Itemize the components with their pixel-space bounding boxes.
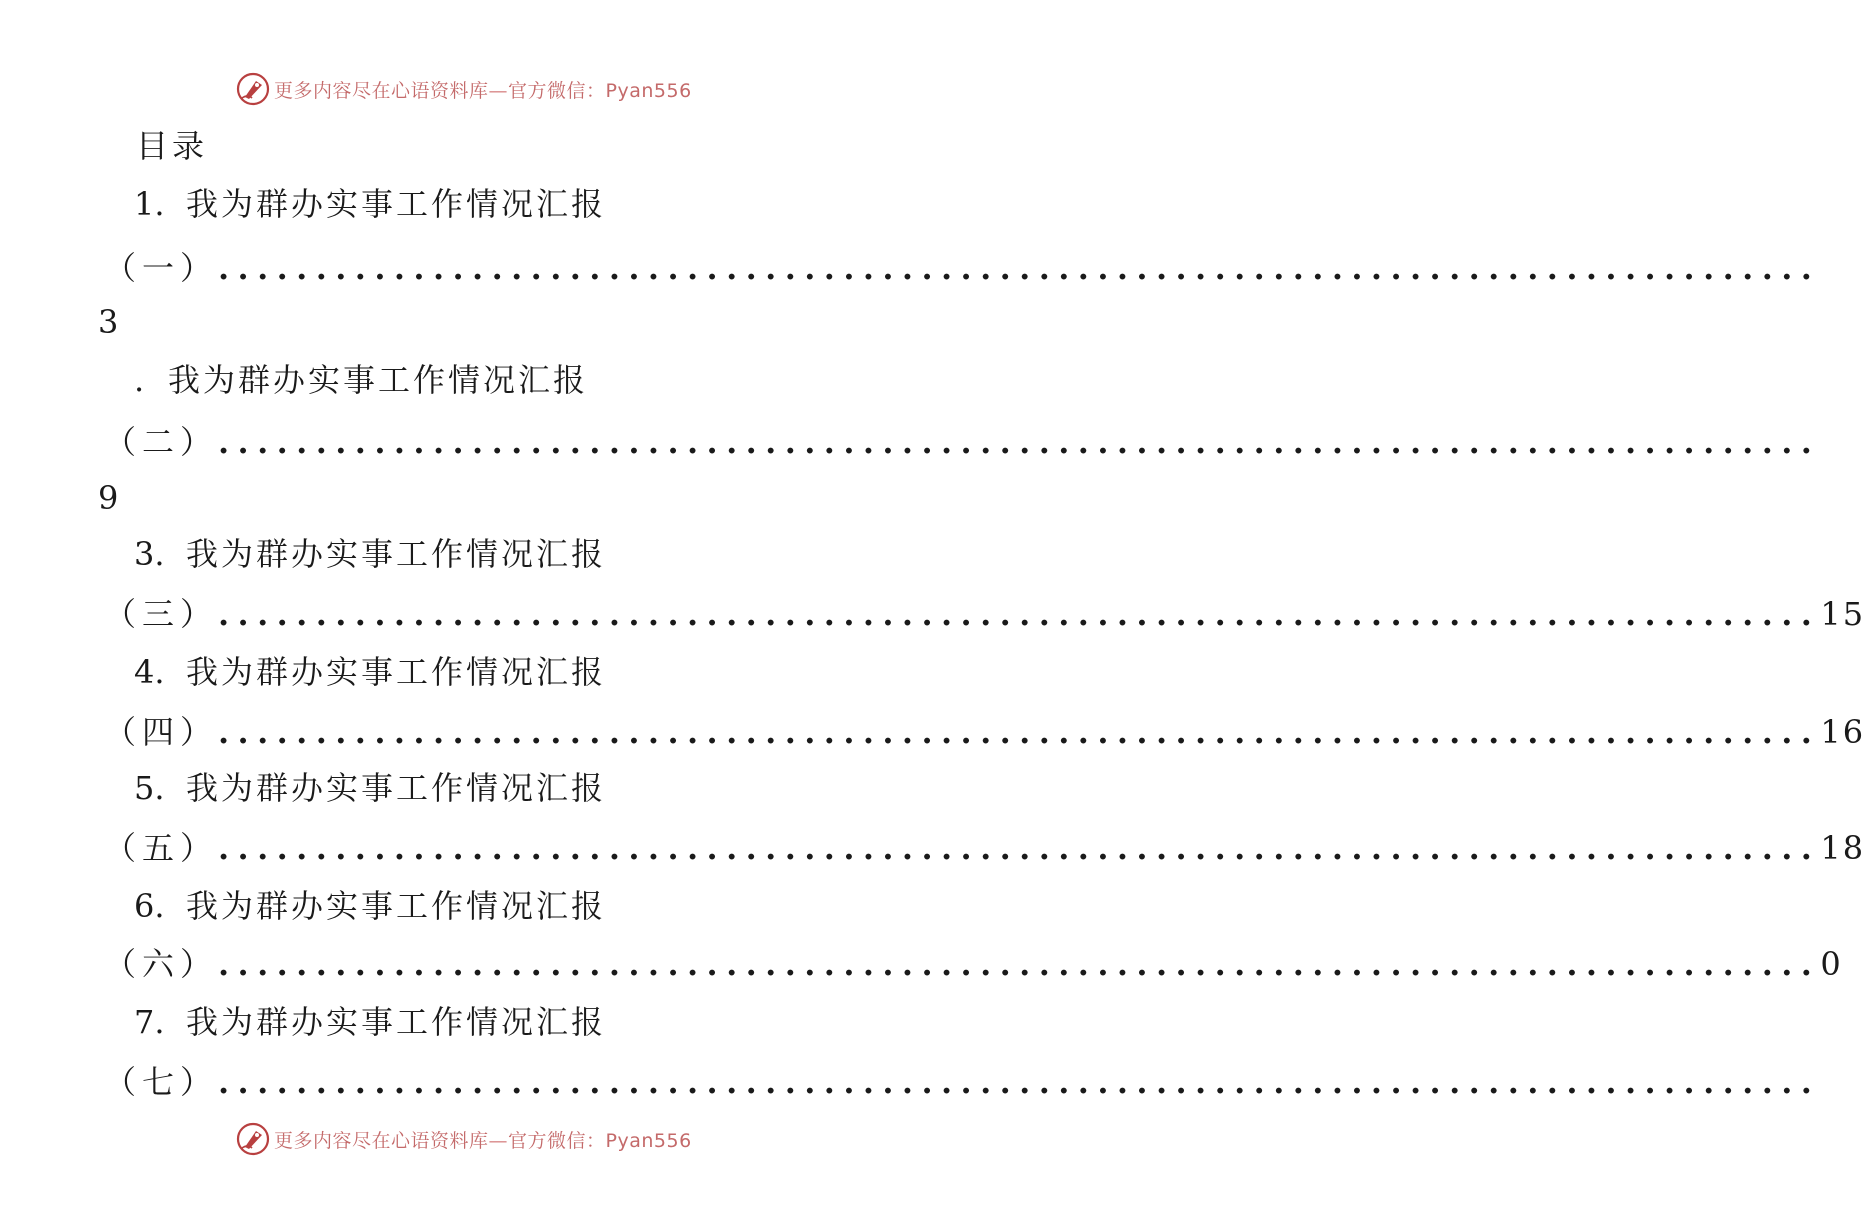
toc-entry-number: 6.	[134, 887, 165, 925]
toc-entry-paren: （三）	[104, 595, 219, 633]
toc-entry-paren: （七）	[104, 1063, 219, 1101]
toc-dot-leader: ..................................................................................	[218, 595, 1821, 633]
toc-dot-leader: ..................................................................................	[218, 423, 1821, 461]
toc-entry-3-leader	[104, 592, 1865, 636]
toc-entry-number: 3.	[134, 535, 165, 573]
toc-entry-7-heading	[134, 1000, 606, 1044]
toc-entry-6-leader	[104, 942, 1843, 986]
pen-nib-logo-icon	[236, 72, 270, 106]
toc-entry-2-heading	[134, 358, 588, 402]
toc-entry-paren: （六）	[104, 945, 219, 983]
toc-entry-page-number: 15	[1820, 595, 1865, 633]
toc-entry-number: 1.	[134, 185, 165, 223]
watermark-main-text: 更多内容尽在心语资料库	[274, 1129, 489, 1152]
toc-entry-2-page: 9	[98, 479, 119, 517]
toc-entry-number: 7.	[134, 1003, 165, 1041]
toc-entry-heading-text: 我为群办实事工作情况汇报	[186, 653, 607, 691]
toc-entry-heading-text: 我为群办实事工作情况汇报	[186, 887, 607, 925]
toc-entry-page-number: 18	[1820, 829, 1865, 867]
toc-entry-paren: （五）	[104, 829, 219, 867]
watermark-tail-text: 官方微信：Pyan556	[508, 79, 692, 102]
toc-entry-heading-text: 我为群办实事工作情况汇报	[186, 1003, 607, 1041]
toc-dot-leader: ..................................................................................	[218, 249, 1821, 287]
toc-entry-6-heading	[134, 884, 606, 928]
toc-entry-heading-text: 我为群办实事工作情况汇报	[168, 361, 589, 399]
toc-dot-leader: ..................................................................................	[218, 713, 1821, 751]
watermark-main-text: 更多内容尽在心语资料库	[274, 79, 489, 102]
toc-entry-2-leader	[104, 420, 1821, 464]
watermark-tail-text: 官方微信：Pyan556	[508, 1129, 692, 1152]
footer-watermark	[236, 1122, 692, 1156]
toc-entry-heading-text: 我为群办实事工作情况汇报	[186, 535, 607, 573]
toc-entry-1-page: 3	[98, 303, 119, 341]
toc-entry-7-leader	[104, 1060, 1821, 1104]
toc-entry-page-number: 0	[1820, 945, 1843, 983]
toc-dot-leader: ..................................................................................	[218, 945, 1821, 983]
toc-entry-1-leader	[104, 246, 1821, 290]
toc-entry-paren: （四）	[104, 713, 219, 751]
toc-entry-5-heading	[134, 766, 606, 810]
toc-dot-leader: ..................................................................................	[218, 1063, 1821, 1101]
watermark-dash: —	[488, 79, 509, 102]
toc-entry-number: 5.	[134, 769, 165, 807]
toc-entry-4-leader	[104, 710, 1865, 754]
toc-entry-1-heading	[134, 182, 606, 226]
toc-dot-leader: ..................................................................................	[218, 829, 1821, 867]
toc-title: 目录	[136, 127, 209, 165]
toc-entry-number: .	[134, 361, 145, 399]
toc-entry-heading-text: 我为群办实事工作情况汇报	[186, 185, 607, 223]
header-watermark	[236, 72, 692, 106]
pen-nib-logo-icon	[236, 1122, 270, 1156]
watermark-dash: —	[488, 1129, 509, 1152]
toc-entry-3-heading	[134, 532, 606, 576]
toc-entry-paren: （一）	[104, 249, 219, 287]
toc-entry-5-leader	[104, 826, 1865, 870]
toc-entry-heading-text: 我为群办实事工作情况汇报	[186, 769, 607, 807]
toc-entry-4-heading	[134, 650, 606, 694]
toc-entry-paren: （二）	[104, 423, 219, 461]
toc-entry-number: 4.	[134, 653, 165, 691]
toc-entry-page-number: 16	[1820, 713, 1865, 751]
